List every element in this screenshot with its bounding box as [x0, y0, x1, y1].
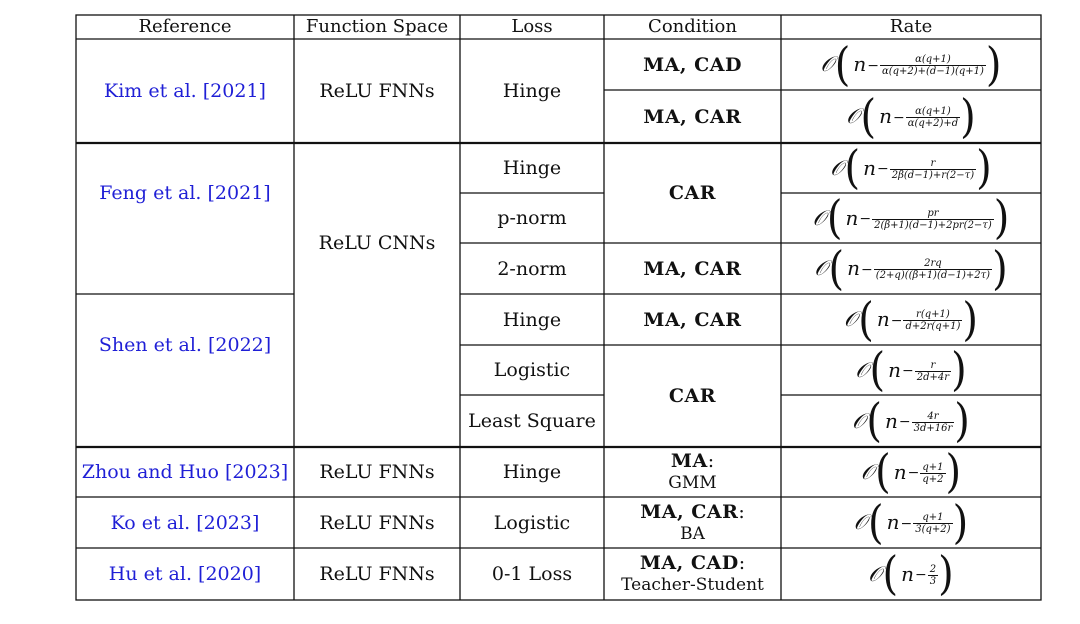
rate-exponent — [861, 258, 992, 281]
rate-exponent — [901, 512, 953, 535]
exponent-fraction — [890, 158, 976, 181]
big-o-symbol: 𝒪 — [844, 307, 858, 331]
rate-base: n — [845, 205, 859, 230]
big-o-symbol: 𝒪 — [814, 256, 828, 280]
condition-cell — [604, 243, 781, 294]
rate-base: n — [884, 408, 898, 433]
rate-power — [842, 206, 993, 231]
exponent-sign: − — [892, 109, 905, 126]
fraction-denominator: d+2r(q+1) — [905, 321, 961, 332]
exponent-sign: − — [907, 465, 920, 481]
header-loss: Loss — [511, 16, 553, 37]
right-paren: ) — [993, 191, 1010, 245]
loss-cell: 0-1 Loss — [491, 563, 573, 585]
rate-base: n — [876, 307, 890, 331]
loss-cell: p-norm — [497, 207, 567, 229]
rate-base: n — [886, 510, 900, 534]
rate-exponent — [867, 54, 986, 77]
fraction-denominator: 3d+16r — [913, 422, 953, 434]
exponent-sign: − — [898, 414, 911, 430]
fraction-numerator: pr — [927, 207, 939, 219]
fraction-denominator: 2(β+1)(d−1)+2pr(2−τ) — [874, 219, 992, 231]
big-o-symbol: 𝒪 — [852, 408, 866, 433]
exponent-sign: − — [859, 211, 872, 227]
fraction-denominator: α(q+2)+d — [907, 118, 959, 129]
fraction-numerator: r — [930, 359, 936, 371]
rate-cell — [781, 193, 1041, 243]
rate-cell — [781, 243, 1041, 294]
exponent-fraction — [928, 564, 938, 587]
rate-cell — [781, 447, 1041, 497]
rate-power — [891, 460, 946, 485]
condition-cell — [604, 447, 781, 497]
left-paren: ( — [828, 242, 845, 295]
fraction-numerator: 4r — [927, 410, 939, 422]
right-paren: ) — [954, 394, 970, 448]
right-paren: ) — [960, 90, 976, 143]
left-paren: ( — [844, 141, 861, 195]
fraction-denominator: 3(q+2) — [915, 524, 951, 535]
reference-link-zhou-huo-2023[interactable]: Zhou and Huo [2023] — [81, 461, 289, 483]
rate-cell — [781, 497, 1041, 548]
condition-colon: : — [707, 450, 715, 472]
rate-base: n — [879, 104, 892, 128]
rate-power — [884, 510, 953, 535]
fraction-denominator: q+2 — [922, 473, 944, 485]
exponent-sign: − — [900, 515, 913, 532]
function-space-cell: ReLU FNNs — [319, 511, 435, 534]
rate-base: n — [888, 357, 902, 382]
loss-cell: Logistic — [493, 359, 571, 381]
big-o-symbol: 𝒪 — [860, 459, 875, 484]
rate-power — [885, 358, 951, 383]
right-paren: ) — [962, 293, 978, 346]
exponent-fraction — [903, 309, 962, 332]
exponent-fraction — [906, 106, 960, 129]
big-o-symbol: 𝒪 — [855, 357, 869, 382]
exponent-sign: − — [915, 567, 927, 583]
rate-power — [860, 156, 976, 181]
header-reference: Reference — [138, 16, 232, 37]
left-paren: ( — [858, 293, 874, 346]
left-paren: ( — [866, 394, 882, 448]
function-space-cell: ReLU FNNs — [319, 461, 435, 483]
big-o-symbol: 𝒪 — [853, 510, 868, 534]
big-o-symbol: 𝒪 — [868, 561, 882, 586]
right-paren: ) — [938, 547, 954, 601]
left-paren: ( — [834, 38, 851, 91]
rate-cell — [781, 395, 1041, 447]
rate-base: n — [853, 52, 867, 76]
comparison-table — [75, 14, 1042, 601]
function-space-cell: ReLU FNNs — [319, 80, 435, 102]
loss-cell: Hinge — [502, 157, 562, 179]
loss-cell: 2-norm — [497, 257, 567, 280]
condition-cell — [604, 345, 781, 447]
condition-cell — [604, 294, 781, 345]
fraction-denominator: 2d+4r — [916, 371, 950, 383]
left-paren: ( — [882, 547, 899, 601]
condition-cell — [604, 90, 781, 143]
fraction-denominator: α(q+2)+(d−1)(q+1) — [881, 66, 984, 77]
condition-colon: : — [738, 500, 745, 523]
rate-base: n — [893, 459, 907, 484]
condition-detail: GMM — [668, 473, 717, 493]
fraction-denominator: 3 — [929, 575, 937, 587]
fraction-numerator: α(q+1) — [915, 54, 951, 65]
rate-base: n — [863, 155, 877, 180]
loss-cell: Hinge — [502, 80, 562, 102]
function-space-cell: ReLU FNNs — [319, 563, 435, 585]
loss-cell: Hinge — [502, 308, 562, 331]
reference-link-feng-2021[interactable]: Feng et al. [2021] — [99, 182, 271, 204]
rate-power — [898, 562, 938, 587]
rate-cell — [781, 143, 1041, 193]
condition-label: MA — [670, 450, 708, 472]
rate-cell — [781, 345, 1041, 395]
left-paren: ( — [860, 90, 877, 143]
rate-exponent — [899, 411, 954, 434]
rate-cell — [781, 294, 1041, 345]
fraction-numerator: r(q+1) — [916, 309, 950, 320]
right-paren: ) — [952, 496, 969, 549]
rate-base: n — [901, 561, 914, 586]
exponent-fraction — [880, 54, 986, 77]
rate-power — [882, 409, 954, 434]
left-paren: ( — [875, 445, 891, 499]
rate-exponent — [893, 106, 960, 129]
fraction-denominator: 2β(d−1)+r(2−τ) — [891, 169, 975, 181]
header-rate: Rate — [889, 16, 933, 37]
fraction-denominator: (2+q)((β+1)(d−1)+2τ) — [875, 270, 991, 281]
condition-label: MA, CAD — [639, 552, 739, 574]
condition-cell — [604, 143, 781, 243]
left-paren: ( — [826, 191, 843, 245]
loss-cell: Least Square — [468, 410, 596, 432]
rate-exponent — [902, 360, 951, 383]
condition-label: MA, CAD — [643, 53, 742, 76]
exponent-fraction — [874, 258, 992, 281]
condition-detail: BA — [680, 523, 705, 544]
exponent-sign: − — [867, 57, 879, 74]
reference-link-kim-2021[interactable]: Kim et al. [2021] — [104, 80, 266, 102]
exponent-sign: − — [877, 161, 889, 177]
rate-power — [850, 52, 986, 77]
fraction-numerator: q+1 — [922, 512, 944, 523]
condition-colon: : — [738, 552, 746, 574]
rate-cell — [781, 548, 1041, 600]
rate-power — [844, 256, 992, 281]
header-condition: Condition — [648, 16, 737, 37]
rate-power — [876, 104, 960, 129]
fraction-numerator: 2 — [929, 563, 937, 575]
loss-cell: Logistic — [493, 511, 571, 534]
right-paren: ) — [945, 445, 962, 499]
rate-exponent — [908, 462, 946, 485]
big-o-symbol: 𝒪 — [830, 155, 844, 180]
fraction-numerator: q+1 — [922, 461, 944, 473]
exponent-fraction — [913, 512, 952, 535]
exponent-sign: − — [890, 312, 903, 329]
condition-cell — [604, 548, 781, 600]
rate-cell — [781, 39, 1041, 90]
condition-label: CAR — [668, 385, 717, 407]
rate-cell — [781, 90, 1041, 143]
right-paren: ) — [951, 343, 967, 397]
rate-power — [874, 307, 963, 332]
rate-exponent — [915, 564, 938, 587]
reference-link-hu-2020[interactable]: Hu et al. [2020] — [108, 563, 262, 585]
fraction-numerator: α(q+1) — [915, 106, 951, 117]
exponent-sign: − — [861, 261, 873, 278]
condition-label: MA, CAR — [643, 257, 742, 280]
rate-exponent — [891, 309, 963, 332]
condition-label: MA, CAR — [640, 500, 739, 523]
reference-link-ko-2023[interactable]: Ko et al. [2023] — [110, 511, 260, 534]
big-o-symbol: 𝒪 — [820, 52, 834, 76]
condition-cell — [604, 497, 781, 548]
right-paren: ) — [985, 38, 1002, 91]
condition-label: MA, CAR — [643, 105, 742, 128]
right-paren: ) — [992, 242, 1008, 295]
right-paren: ) — [976, 141, 992, 195]
header-function-space: Function Space — [305, 16, 449, 37]
fraction-numerator: 2rq — [924, 258, 942, 269]
left-paren: ( — [869, 343, 886, 397]
rate-exponent — [859, 208, 993, 231]
exponent-fraction — [915, 360, 951, 383]
exponent-fraction — [912, 411, 955, 434]
exponent-fraction — [872, 208, 994, 231]
function-space-cell: ReLU CNNs — [318, 232, 436, 254]
rate-base: n — [847, 256, 861, 280]
left-paren: ( — [868, 496, 884, 549]
condition-label: MA, CAR — [643, 308, 742, 331]
big-o-symbol: 𝒪 — [812, 205, 826, 230]
exponent-sign: − — [902, 363, 914, 379]
condition-detail: Teacher-Student — [621, 575, 764, 595]
condition-cell — [604, 39, 781, 90]
exponent-fraction — [920, 462, 945, 485]
condition-label: CAR — [668, 182, 717, 204]
loss-cell: Hinge — [502, 461, 562, 483]
rate-exponent — [877, 158, 976, 181]
reference-link-shen-2022[interactable]: Shen et al. [2022] — [98, 333, 272, 356]
fraction-numerator: r — [930, 157, 936, 169]
big-o-symbol: 𝒪 — [846, 104, 860, 128]
